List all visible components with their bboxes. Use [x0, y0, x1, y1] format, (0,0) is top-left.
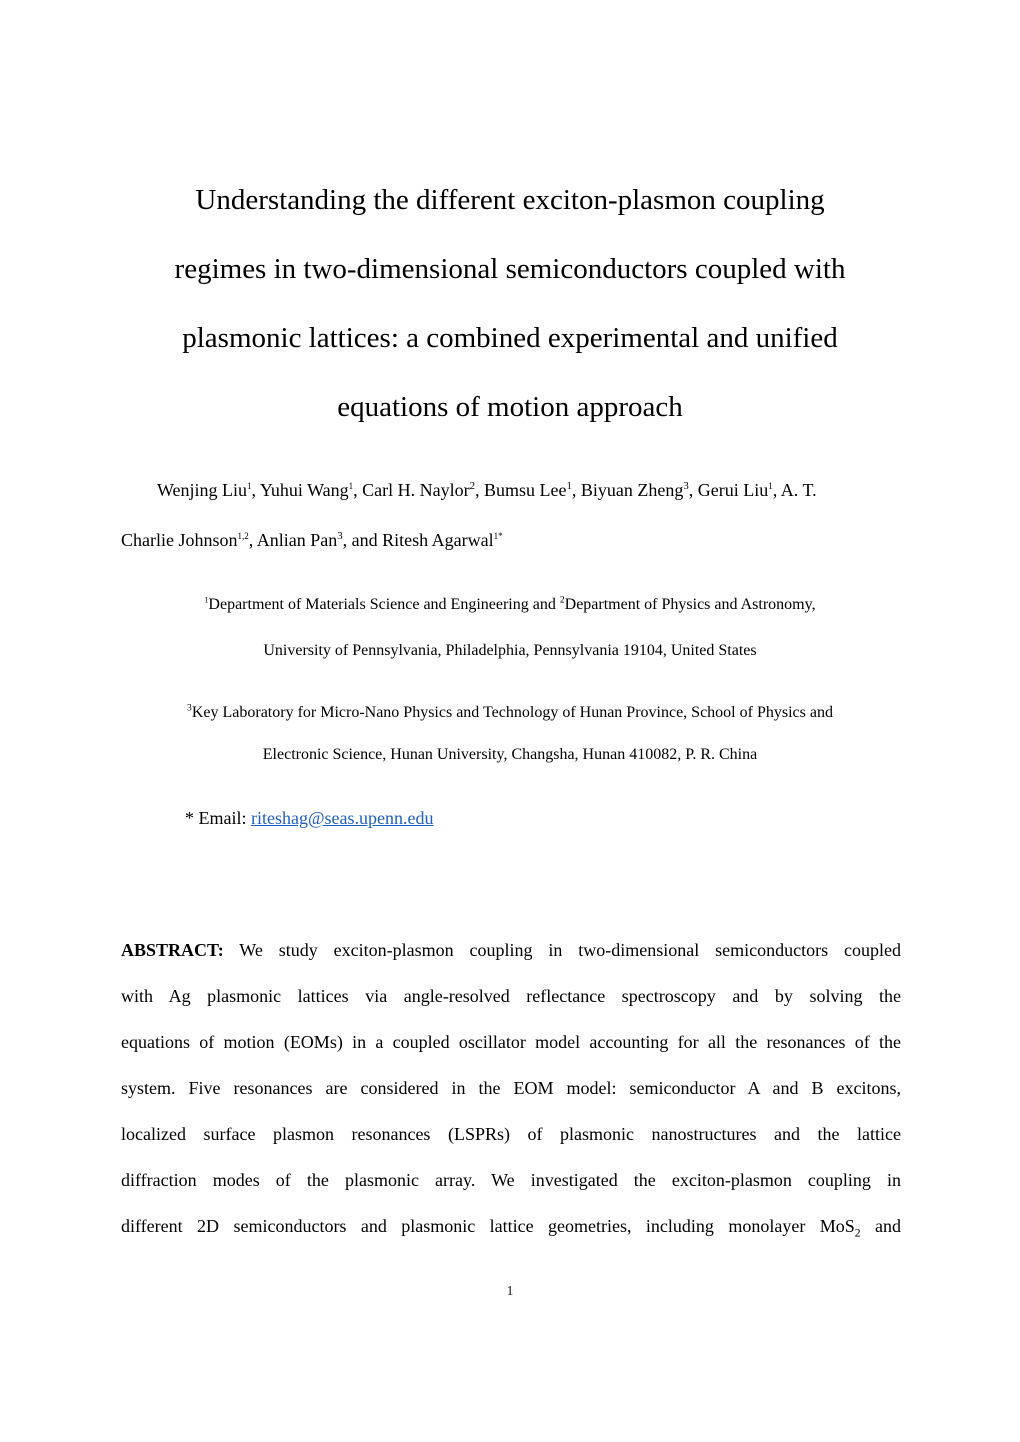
abstract-text: We study exciton-plasmon coupling in two-dimensional semiconductors coupled — [239, 940, 901, 960]
abstract-text: diffraction modes of the plasmonic array. We investigated the exciton-plasmon coupling in — [121, 1170, 901, 1190]
author-name: Carl H. Naylor — [362, 480, 470, 500]
author-affil-sup: 2 — [469, 480, 475, 492]
title-text: Understanding the different exciton-plasmon coupling — [195, 184, 825, 216]
affiliation-3-line-2 — [0, 745, 1020, 765]
abstract-text: equations of motion (EOMs) in a coupled oscillator model accounting for all the resonances of the — [121, 1032, 901, 1052]
author-separator: , — [688, 480, 698, 500]
abstract-text: different 2D semiconductors and plasmonic lattice geometries, including monolayer MoS — [121, 1216, 855, 1236]
author-separator: , — [248, 530, 257, 550]
author-name: Wenjing Liu — [157, 480, 248, 500]
author-separator: , and — [342, 530, 383, 550]
affiliation-sup: 1 — [204, 595, 209, 605]
affiliation-1-2-line-2 — [0, 641, 1020, 661]
abstract-text: and — [860, 1216, 901, 1236]
title-line-2 — [0, 252, 1020, 286]
abstract-heading: ABSTRACT: — [121, 940, 224, 960]
author-separator: , — [353, 480, 363, 500]
corresponding-email — [185, 807, 434, 829]
affiliation-text: University of Pennsylvania, Philadelphia, Pennsylvania 19104, United States — [263, 642, 757, 659]
abstract-line-7 — [121, 1215, 901, 1240]
author-affil-sup: 1 — [247, 481, 252, 491]
title-text: regimes in two-dimensional semiconductors coupled with — [174, 253, 846, 285]
author-list-line-1 — [157, 479, 817, 501]
author-affil-sup: 1 — [768, 481, 773, 491]
email-label: * Email: — [185, 808, 251, 828]
affiliation-text: Department of Physics and Astronomy, — [564, 596, 816, 613]
author-separator: , — [251, 480, 260, 500]
author-affil-sup: 3 — [683, 480, 689, 492]
affiliation-sup: 2 — [559, 594, 565, 606]
abstract-text: with Ag plasmonic lattices via angle-resolved reflectance spectroscopy and by solving the — [121, 986, 901, 1006]
author-name: Yuhui Wang — [259, 480, 349, 500]
author-separator: , — [475, 480, 484, 500]
email-link[interactable]: riteshag@seas.upenn.edu — [251, 808, 434, 828]
author-name: Charlie Johnson — [121, 530, 238, 550]
author-name: A. T. — [780, 480, 817, 500]
author-separator: , — [772, 480, 781, 500]
subscript: 2 — [854, 1226, 861, 1240]
author-name: Anlian Pan — [256, 530, 338, 550]
abstract-text: system. Five resonances are considered in the EOM model: semiconductor A and B excitons, — [121, 1078, 901, 1098]
title-line-1 — [0, 183, 1020, 217]
author-affil-sup: 1* — [493, 531, 503, 541]
author-separator: , — [571, 480, 581, 500]
affiliation-sup: 3 — [187, 702, 192, 714]
author-name: Ritesh Agarwal — [382, 530, 494, 550]
title-line-4 — [0, 390, 1020, 424]
author-name: Biyuan Zheng — [580, 480, 684, 500]
abstract-line-3 — [121, 1031, 901, 1053]
affiliation-3-line-1 — [0, 703, 1020, 723]
title-line-3 — [0, 321, 1020, 355]
title-text: plasmonic lattices: a combined experimental and unified — [182, 322, 838, 354]
abstract-text: localized surface plasmon resonances (LSPRs) of plasmonic nanostructures and the lattice — [121, 1124, 901, 1144]
affiliation-text: Department of Materials Science and Engineering and — [208, 596, 560, 613]
affiliation-1-2-line-1 — [0, 595, 1020, 615]
abstract-line-4 — [121, 1077, 901, 1099]
author-affil-sup: 1,2 — [237, 531, 249, 541]
author-affil-sup: 1 — [348, 481, 354, 491]
author-name: Bumsu Lee — [484, 480, 567, 500]
author-affil-sup: 3 — [337, 530, 343, 542]
affiliation-text: Electronic Science, Hunan University, Changsha, Hunan 410082, P. R. China — [262, 746, 758, 763]
abstract-line-2 — [121, 985, 901, 1007]
page-number: 1 — [506, 1284, 514, 1299]
title-text: equations of motion approach — [337, 391, 683, 423]
abstract-line-6 — [121, 1169, 901, 1191]
abstract-line-5 — [121, 1123, 901, 1145]
affiliation-text: Key Laboratory for Micro-Nano Physics and Technology of Hunan Province, School of Physics and — [191, 704, 833, 721]
abstract-line-1 — [121, 939, 901, 961]
author-affil-sup: 1 — [566, 480, 572, 492]
author-list-line-2 — [121, 529, 503, 551]
author-name: Gerui Liu — [697, 480, 769, 500]
